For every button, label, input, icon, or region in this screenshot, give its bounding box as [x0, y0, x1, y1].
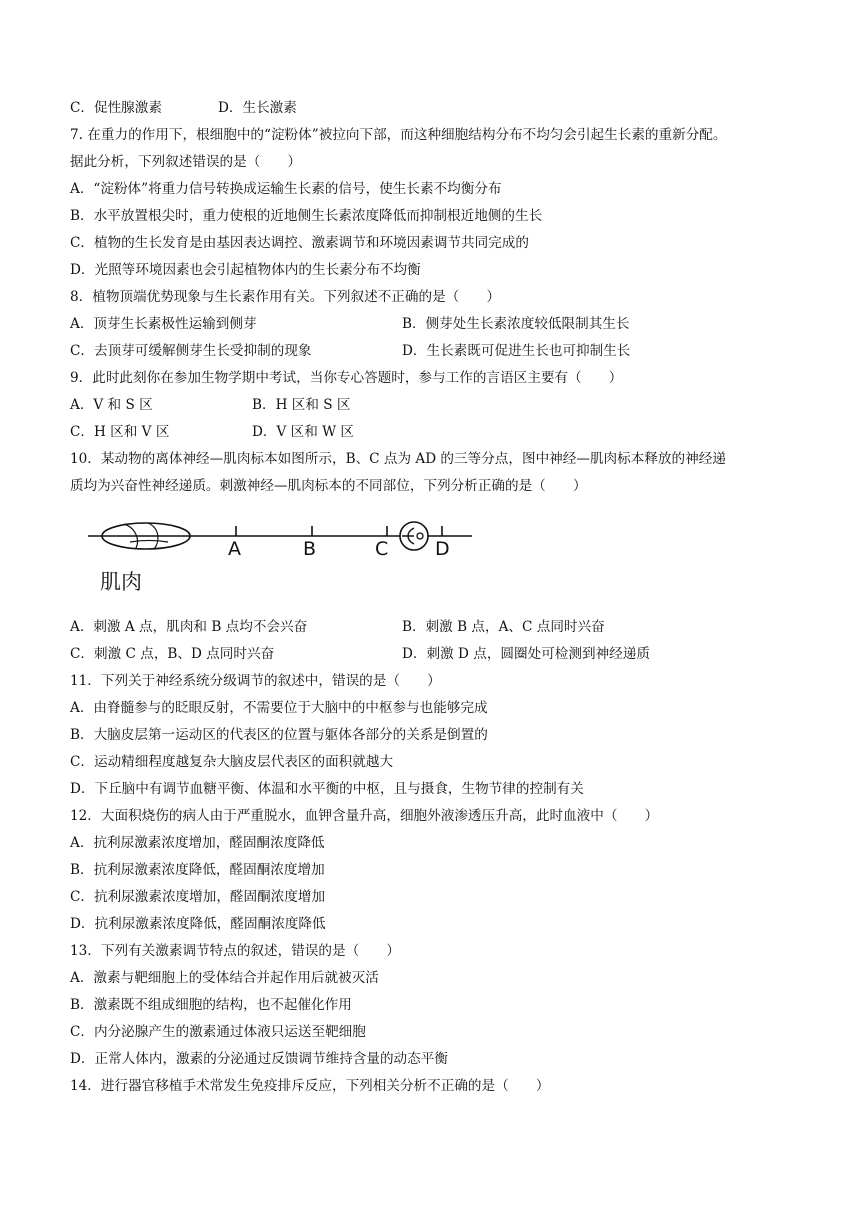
q8-stem: 8．植物顶端优势现象与生长素作用有关。下列叙述不正确的是（ ）: [70, 289, 501, 305]
q13-option-c: C．内分泌腺产生的激素通过体液只运送至靶细胞: [70, 1024, 366, 1040]
q11-option-b: B．大脑皮层第一运动区的代表区的位置与躯体各部分的关系是倒置的: [70, 727, 488, 743]
point-d-label: D: [435, 538, 450, 560]
q12-option-c: C．抗利尿激素浓度增加，醛固酮浓度增加: [70, 889, 326, 905]
q14-stem: 14．进行器官移植手术常发生免疫排斥反应，下列相关分析不正确的是（ ）: [70, 1078, 550, 1094]
q13-stem: 13．下列有关激素调节特点的叙述，错误的是（ ）: [70, 943, 400, 959]
q11-option-c: C．运动精细程度越复杂大脑皮层代表区的面积就越大: [70, 754, 394, 770]
q10-stem-line2: 质均为兴奋性神经递质。刺激神经—肌肉标本的不同部位，下列分析正确的是（ ）: [70, 478, 587, 494]
q8-option-c: C．去顶芽可缓解侧芽生长受抑制的现象: [70, 343, 312, 359]
q8-option-b: B．侧芽处生长素浓度较低限制其生长: [402, 316, 630, 332]
q7-option-a: A．“淀粉体”将重力信号转换成运输生长素的信号，使生长素不均衡分布: [70, 181, 502, 197]
q12-option-b: B．抗利尿激素浓度降低，醛固酮浓度增加: [70, 862, 325, 878]
nerve-muscle-diagram: [84, 514, 484, 600]
q8-option-d: D．生长素既可促进生长也可抑制生长: [402, 343, 631, 359]
q7-stem-line2: 据此分析，下列叙述错误的是（ ）: [70, 154, 302, 170]
muscle-label: 肌肉: [100, 570, 142, 594]
q10-option-a: A．刺激 A 点，肌肉和 B 点均不会兴奋: [70, 619, 308, 635]
q12-stem: 12．大面积烧伤的病人由于严重脱水，血钾含量升高，细胞外液渗透压升高，此时血液中（ ）: [70, 808, 659, 824]
q13-option-a: A．激素与靶细胞上的受体结合并起作用后就被灭活: [70, 970, 379, 986]
q11-option-d: D．下丘脑中有调节血糖平衡、体温和水平衡的中枢，且与摄食，生物节律的控制有关: [70, 781, 584, 797]
q7-option-d: D．光照等环境因素也会引起植物体内的生长素分布不均衡: [70, 262, 421, 278]
point-a-label: A: [228, 538, 241, 560]
point-b-label: B: [303, 538, 317, 560]
q9-option-c: C．H 区和 V 区: [70, 424, 170, 440]
q10-option-d: D．刺激 D 点，圆圈处可检测到神经递质: [402, 646, 650, 662]
q6-option-c: C．促性腺激素: [70, 100, 162, 116]
point-c-label: C: [375, 538, 389, 560]
q7-stem-line1: 7. 在重力的作用下，根细胞中的“淀粉体”被拉向下部，而这种细胞结构分布不均匀会引起生长素的重新分配。: [70, 127, 727, 143]
q7-option-c: C．植物的生长发育是由基因表达调控、激素调节和环境因素调节共同完成的: [70, 235, 529, 251]
q12-option-a: A．抗利尿激素浓度增加，醛固酮浓度降低: [70, 835, 325, 851]
q10-option-c: C．刺激 C 点，B、D 点同时兴奋: [70, 646, 275, 662]
nerve-muscle-drawing: [84, 514, 484, 600]
q9-option-b: B．H 区和 S 区: [252, 397, 351, 413]
q8-option-a: A．顶芽生长素极性运输到侧芽: [70, 316, 257, 332]
q13-option-b: B．激素既不组成细胞的结构，也不起催化作用: [70, 997, 352, 1013]
q11-option-a: A．由脊髓参与的眨眼反射，不需要位于大脑中的中枢参与也能够完成: [70, 700, 488, 716]
q9-option-d: D．V 区和 W 区: [252, 424, 355, 440]
q13-option-d: D．正常人体内，激素的分泌通过反馈调节维持含量的动态平衡: [70, 1051, 448, 1067]
q6-option-d: D．生长激素: [218, 100, 297, 116]
q9-option-a: A．V 和 S 区: [70, 397, 153, 413]
q10-option-b: B．刺激 B 点，A、C 点同时兴奋: [402, 619, 605, 635]
q7-option-b: B．水平放置根尖时，重力使根的近地侧生长素浓度降低而抑制根近地侧的生长: [70, 208, 543, 224]
q9-stem: 9．此时此刻你在参加生物学期中考试，当你专心答题时，参与工作的言语区主要有（ ）: [70, 370, 623, 386]
q12-option-d: D．抗利尿激素浓度降低，醛固酮浓度降低: [70, 916, 326, 932]
muscle-fiber-3: [130, 541, 168, 543]
q11-stem: 11．下列关于神经系统分级调节的叙述中，错误的是（ ）: [70, 673, 441, 689]
q10-stem-line1: 10．某动物的离体神经—肌肉标本如图所示，B、C 点为 AD 的三等分点，图中神经—肌肉标本释放的神经递: [70, 451, 726, 467]
